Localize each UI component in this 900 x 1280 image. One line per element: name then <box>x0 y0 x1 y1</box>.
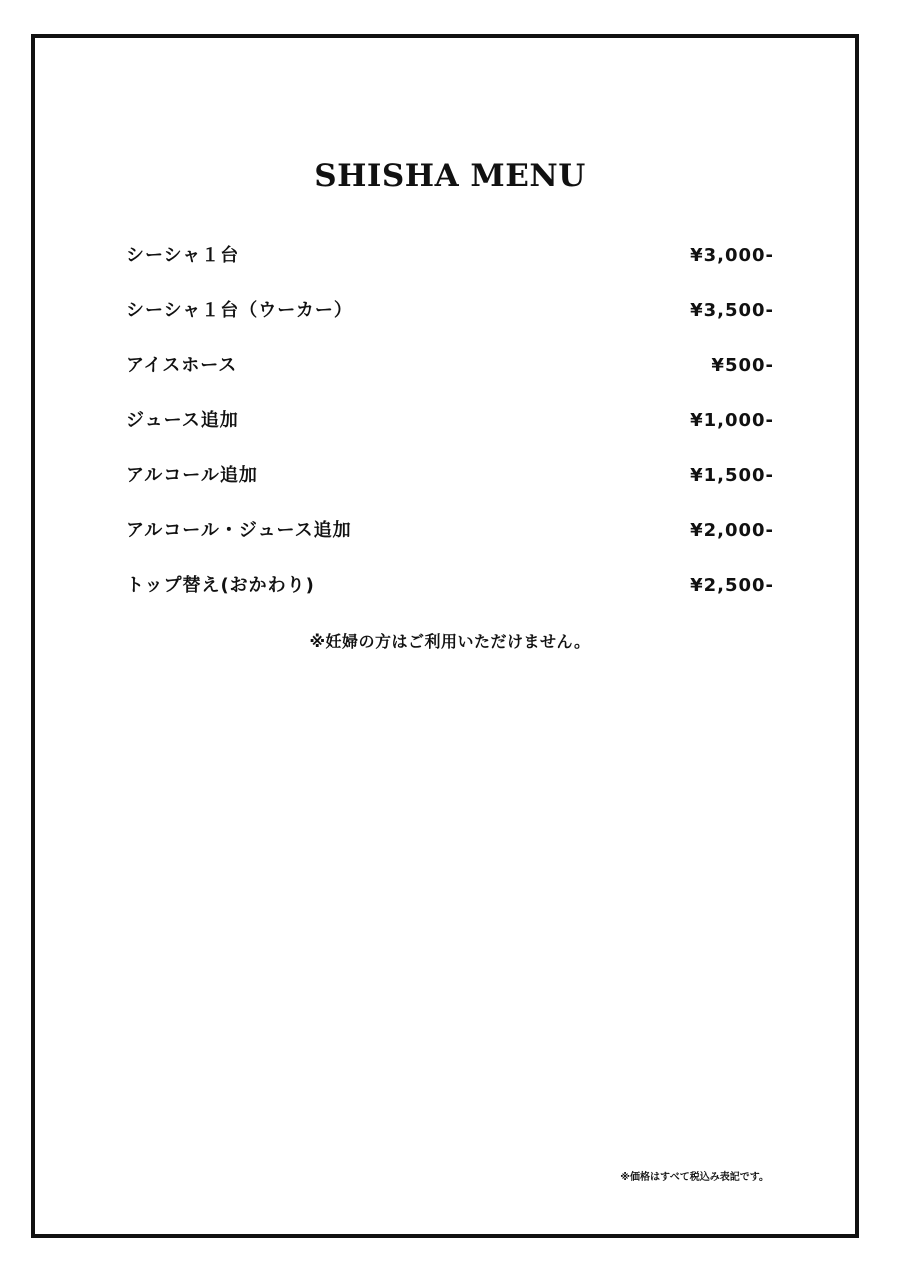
menu-item-price: ¥1,500- <box>690 465 774 486</box>
menu-item <box>126 517 774 572</box>
pregnancy-notice: ※妊婦の方はご利用いただけません。 <box>309 632 591 651</box>
menu-item-name: アルコール・ジュース追加 <box>126 520 352 541</box>
menu-item-name: トップ替え(おかわり) <box>126 575 315 596</box>
menu-item-name: シーシャ１台（ウーカー） <box>126 300 353 321</box>
menu-item-price: ¥3,000- <box>690 245 774 266</box>
menu-list <box>126 242 774 627</box>
menu-item-name: ジュース追加 <box>126 410 239 431</box>
menu-item <box>126 352 774 407</box>
menu-item-price: ¥500- <box>711 355 774 376</box>
menu-item-name: アルコール追加 <box>126 465 258 486</box>
menu-item <box>126 242 774 297</box>
menu-item <box>126 572 774 627</box>
menu-item-price: ¥1,000- <box>690 410 774 431</box>
menu-item <box>126 462 774 517</box>
menu-item-name: アイスホース <box>126 355 238 376</box>
menu-item-name: シーシャ１台 <box>126 245 240 266</box>
tax-included-notice: ※価格はすべて税込み表記です。 <box>620 1172 769 1183</box>
menu-item <box>126 297 774 352</box>
menu-item-price: ¥2,000- <box>690 520 774 541</box>
menu-item-price: ¥3,500- <box>690 300 774 321</box>
menu-title: SHISHA MENU <box>314 158 586 194</box>
menu-item-price: ¥2,500- <box>690 575 774 596</box>
menu-item <box>126 407 774 462</box>
